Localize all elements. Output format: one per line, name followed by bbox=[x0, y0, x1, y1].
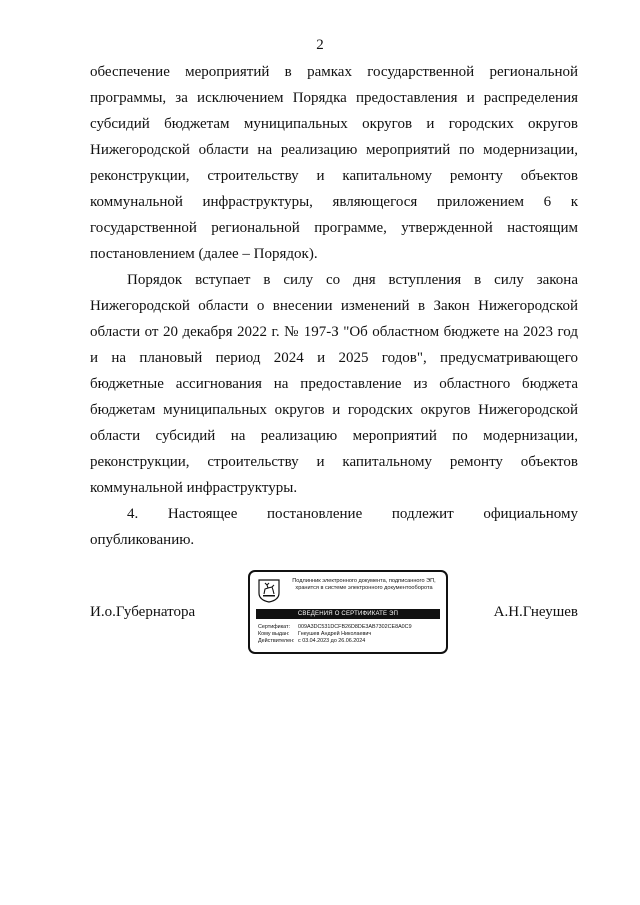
stamp-details bbox=[258, 624, 412, 645]
paragraph-order-effective: Порядок вступает в силу со дня вступления в силу закона Нижегородской области о внесении изменений в Закон Нижегородской области от 20 декабря 2022 г. № 197-З "Об областном бюджете на 2023 год и на плановый период 2024 и 2025 годов", предусматривающего бюджетные ассигнования на предоставление из областного бюджета бюджетам муниципальных округов и городских округов Нижегородской области субсидий на реализацию мероприятий по модернизации, реконструкции, строительству и капитальному ремонту объектов коммунальной инфраструктуры. bbox=[90, 272, 578, 496]
electronic-signature-stamp bbox=[248, 570, 448, 654]
stamp-header bbox=[284, 578, 444, 592]
item-4-word-1: Настоящее bbox=[167, 506, 238, 522]
item-4-continuation: опубликованию. bbox=[90, 532, 195, 548]
item-4-line bbox=[90, 501, 578, 527]
item-4-word-2: постановление bbox=[267, 506, 363, 522]
item-4-word-4: официальному bbox=[483, 506, 578, 522]
valid-row bbox=[258, 638, 412, 645]
stamp-header-line-1: Подлинник электронного документа, подписанного ЭП, bbox=[292, 578, 436, 584]
issued-to-label: Кому выдан: bbox=[258, 631, 290, 637]
document-body bbox=[90, 59, 578, 553]
stamp-header-line-2: хранится в системе электронного документооборота bbox=[295, 585, 433, 591]
item-4-word-3: подлежит bbox=[391, 506, 454, 522]
valid-label: Действителен: bbox=[258, 638, 295, 644]
certificate-label: Сертификат: bbox=[258, 624, 291, 630]
signatory-name: А.Н.Гнеушев bbox=[493, 604, 578, 620]
issued-to-value: Гнеушев Андрей Николаевич bbox=[298, 631, 372, 637]
paragraph-continuation: обеспечение мероприятий в рамках государственной региональной программы, за исключением Порядка предоставления и распределения субсидий бюджетам муниципальных округов и городских округов Нижегородской области на реализацию мероприятий по модернизации, реконструкции, строительству и капитальному ремонту объектов коммунальной инфраструктуры, являющегося приложением 6 к государственной региональной программе, утвержденной настоящим постановлением (далее – Порядок). bbox=[90, 64, 578, 262]
page-number: 2 bbox=[316, 37, 324, 53]
valid-value: с 03.04.2023 до 26.06.2024 bbox=[298, 638, 366, 644]
item-4-number: 4. bbox=[127, 506, 139, 522]
certificate-value: 009A3DC531DCFB26D8DE3AB7302CE8A0C9 bbox=[298, 624, 412, 630]
coat-of-arms-deer-icon bbox=[258, 579, 280, 603]
signatory-position: И.о.Губернатора bbox=[90, 604, 196, 620]
certificate-row bbox=[258, 624, 412, 631]
issued-to-row bbox=[258, 631, 412, 638]
stamp-title: СВЕДЕНИЯ О СЕРТИФИКАТЕ ЭП bbox=[256, 609, 440, 619]
